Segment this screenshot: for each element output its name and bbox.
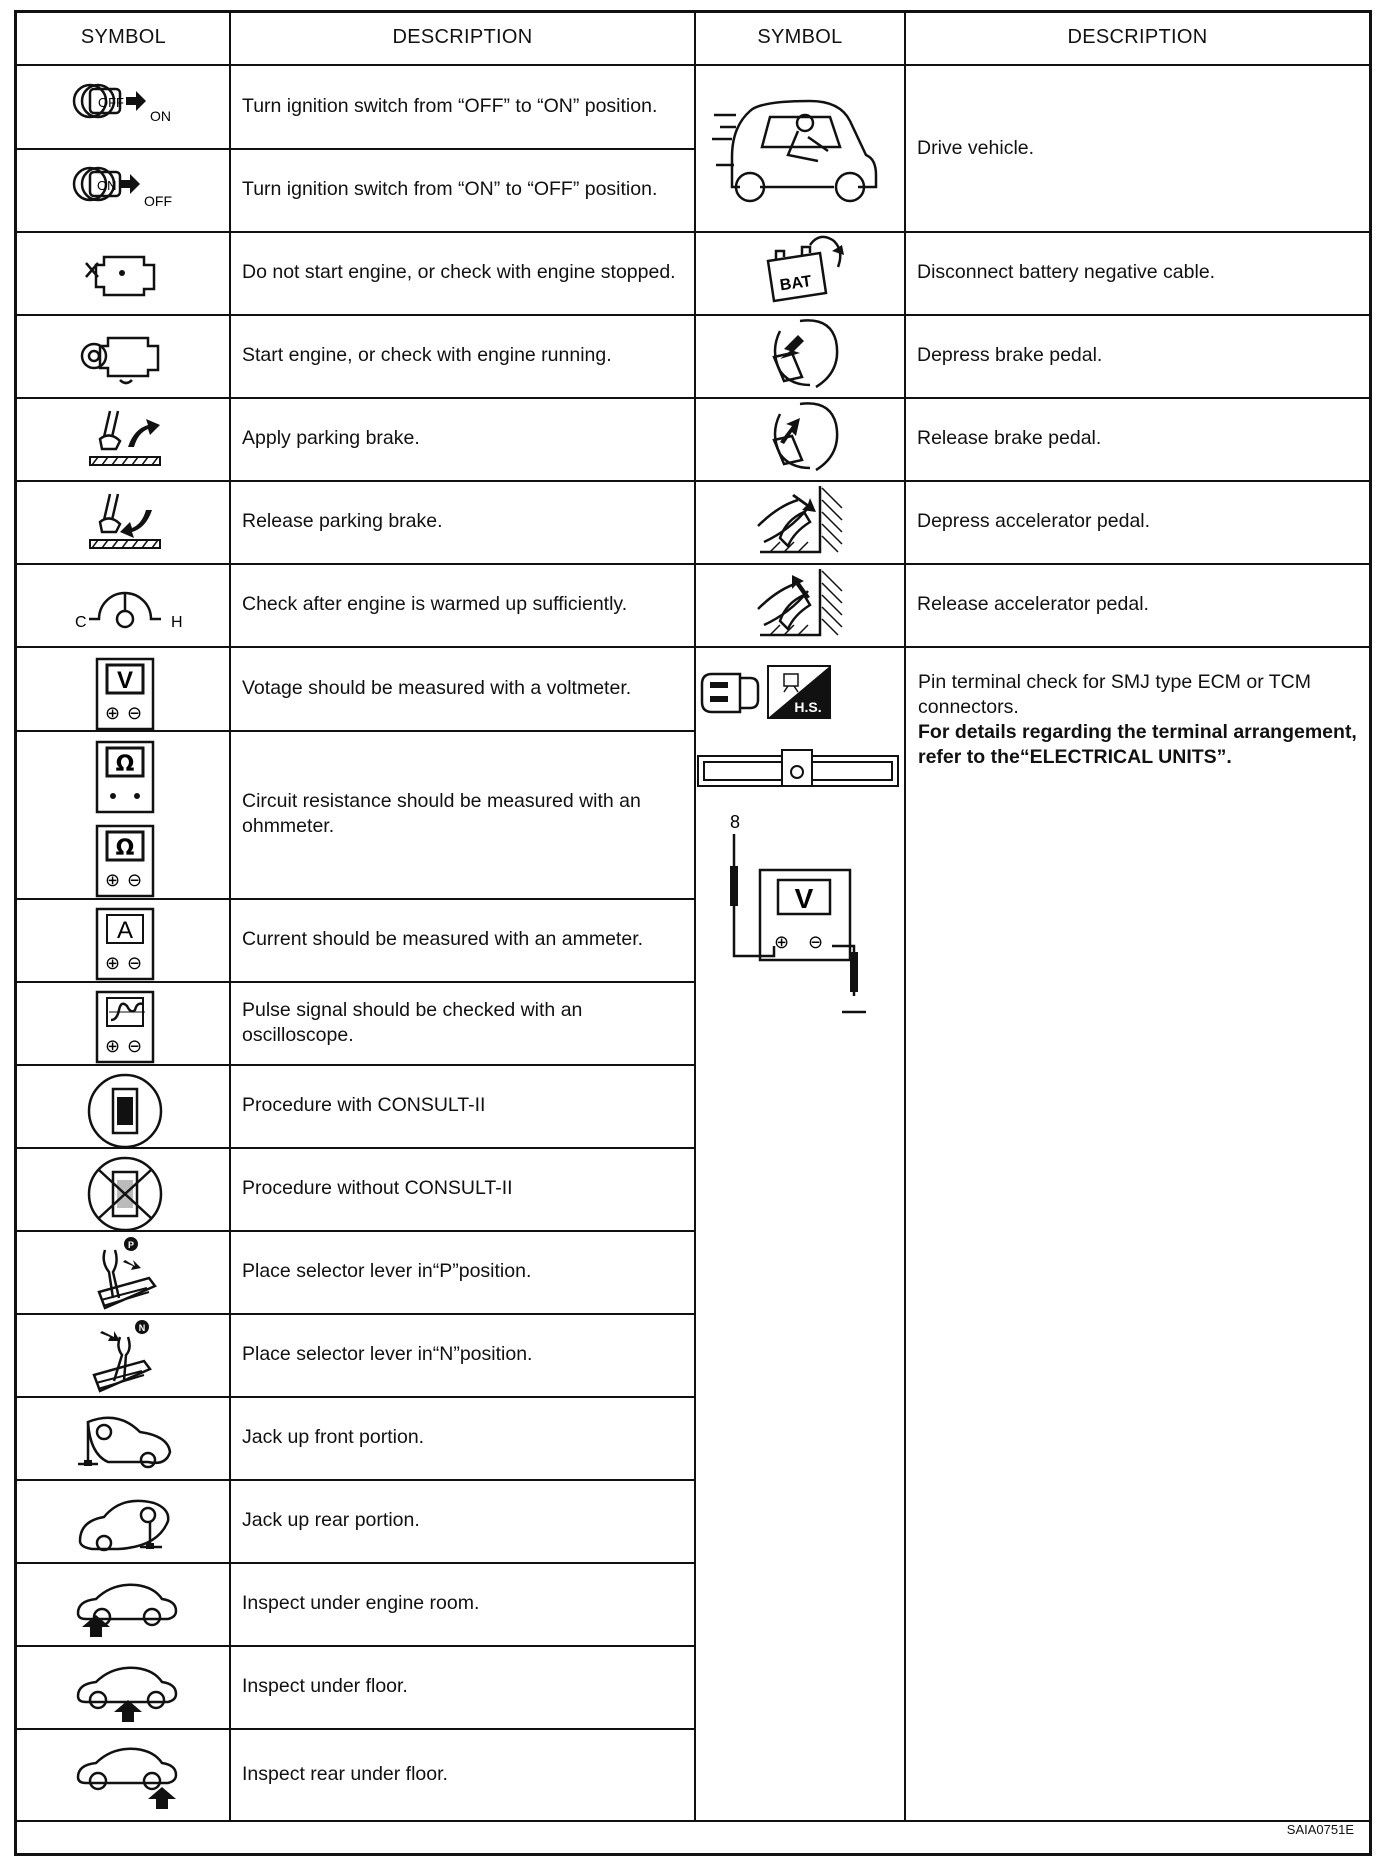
left-row-description: Jack up front portion.: [242, 1426, 425, 1448]
right-row-description: Depress accelerator pedal.: [917, 510, 1151, 532]
svg-text:ON: ON: [97, 178, 117, 193]
terminal-number: 8: [730, 812, 741, 832]
svg-text:⊕: ⊕: [774, 932, 790, 953]
jack-up-rear-icon: [60, 1487, 190, 1565]
selector-lever-p-icon: [60, 1236, 190, 1316]
svg-text:⊖: ⊖: [127, 703, 143, 724]
svg-text:⊖: ⊖: [808, 932, 824, 953]
voltmeter-icon: [60, 656, 190, 732]
svg-text:⊕: ⊕: [105, 953, 121, 974]
meter-label: V: [794, 883, 814, 914]
figure-code: SAIA0751E: [1286, 1822, 1354, 1837]
battery-cable-icon: [700, 232, 900, 308]
depress-brake-icon: [700, 315, 900, 391]
svg-text:⊖: ⊖: [127, 870, 143, 891]
left-row-description: Start engine, or check with engine running.: [242, 344, 612, 366]
svg-text:OFF: OFF: [98, 95, 124, 110]
left-row-description: Procedure without CONSULT-II: [242, 1177, 513, 1199]
svg-text:P: P: [127, 1240, 135, 1250]
right-row-description: Release brake pedal.: [917, 427, 1102, 449]
ohmmeter-icon: [60, 738, 190, 902]
no-consult-icon: [60, 1155, 190, 1233]
apply-parking-brake-icon: [60, 406, 190, 472]
svg-text:OFF: OFF: [144, 193, 172, 209]
left-row-description: Do not start engine, or check with engine stopped.: [242, 261, 676, 283]
pin-bold-ref: “ELECTRICAL UNITS”.: [1019, 746, 1232, 768]
svg-text:H: H: [171, 614, 183, 631]
left-row-description: Inspect rear under floor.: [242, 1762, 448, 1785]
temperature-gauge-icon: [60, 572, 190, 638]
left-row-description: Apply parking brake.: [242, 427, 420, 449]
svg-text:⊖: ⊖: [127, 953, 143, 974]
pin-terminal-description: [918, 670, 1358, 770]
left-row-description: Turn ignition switch from “OFF” to “ON” position.: [242, 95, 658, 117]
engine-running-icon: [60, 323, 190, 389]
header-symbol-left: SYMBOL: [80, 26, 167, 48]
header-description-left: DESCRIPTION: [392, 26, 533, 48]
svg-text:Ω: Ω: [115, 752, 135, 777]
svg-text:⊕: ⊕: [105, 703, 121, 724]
pin-terminal-diagram: [696, 656, 902, 1016]
jack-up-front-icon: [60, 1404, 190, 1482]
svg-text:A: A: [116, 917, 134, 944]
inspect-engine-room-icon: [60, 1570, 190, 1648]
footer-rule: [16, 1820, 1370, 1822]
left-row-description: Check after engine is warmed up sufficiently.: [242, 593, 628, 615]
svg-text:N: N: [138, 1323, 146, 1333]
left-row-description: Pulse signal should be checked with an oscilloscope.: [242, 998, 583, 1046]
hs-label: H.S.: [794, 699, 822, 715]
engine-stopped-icon: [60, 240, 190, 306]
left-row-description: Inspect under engine room.: [242, 1592, 480, 1614]
svg-text:⊕: ⊕: [105, 1036, 121, 1057]
left-row-description: Release parking brake.: [242, 510, 443, 532]
right-row-description: Drive vehicle.: [917, 136, 1035, 159]
inspect-floor-icon: [60, 1653, 190, 1731]
left-row-description: Current should be measured with an ammeter.: [242, 928, 644, 950]
drive-vehicle-icon: [700, 76, 900, 216]
svg-text:C: C: [75, 614, 87, 631]
pin-bold-text: For details regarding the terminal arrangement, refer to the: [918, 721, 1357, 768]
left-row-description: Place selector lever in“N”position.: [242, 1343, 533, 1365]
selector-lever-n-icon: [60, 1319, 190, 1399]
left-row-description: Votage should be measured with a voltmeter.: [242, 676, 632, 699]
row-rule: [694, 646, 1370, 648]
right-row-description: Release accelerator pedal.: [917, 593, 1149, 615]
ignition-on-to-off-icon: [60, 157, 190, 223]
svg-text:BAT: BAT: [778, 273, 813, 295]
left-row-description: Jack up rear portion.: [242, 1509, 420, 1531]
release-parking-brake-icon: [60, 489, 190, 555]
left-row-description: Circuit resistance should be measured with an ohmmeter.: [242, 790, 641, 837]
right-row-description: Depress brake pedal.: [917, 344, 1103, 366]
svg-text:⊖: ⊖: [127, 1036, 143, 1057]
left-row-description: Turn ignition switch from “ON” to “OFF” position.: [242, 178, 658, 200]
ammeter-icon: [60, 906, 190, 982]
right-row-description: Disconnect battery negative cable.: [917, 261, 1216, 283]
release-brake-icon: [700, 398, 900, 474]
left-row-description: Procedure with CONSULT-II: [242, 1094, 486, 1116]
header-symbol-right: SYMBOL: [757, 26, 843, 48]
left-row-description: Inspect under floor.: [242, 1675, 408, 1697]
header-description-right: DESCRIPTION: [1067, 26, 1208, 48]
inspect-rear-floor-icon: [60, 1736, 190, 1816]
oscilloscope-icon: [60, 989, 190, 1065]
svg-text:V: V: [116, 667, 134, 694]
ignition-off-to-on-icon: [60, 74, 190, 140]
depress-accelerator-icon: [700, 481, 900, 557]
svg-text:ON: ON: [150, 108, 171, 124]
svg-text:Ω: Ω: [115, 836, 135, 861]
release-accelerator-icon: [700, 564, 900, 640]
left-row-description: Place selector lever in“P”position.: [242, 1260, 532, 1282]
svg-text:⊕: ⊕: [105, 870, 121, 891]
consult-icon: [60, 1072, 190, 1150]
pin-normal-text: Pin terminal check for SMJ type ECM or TCM connectors.: [918, 671, 1311, 718]
